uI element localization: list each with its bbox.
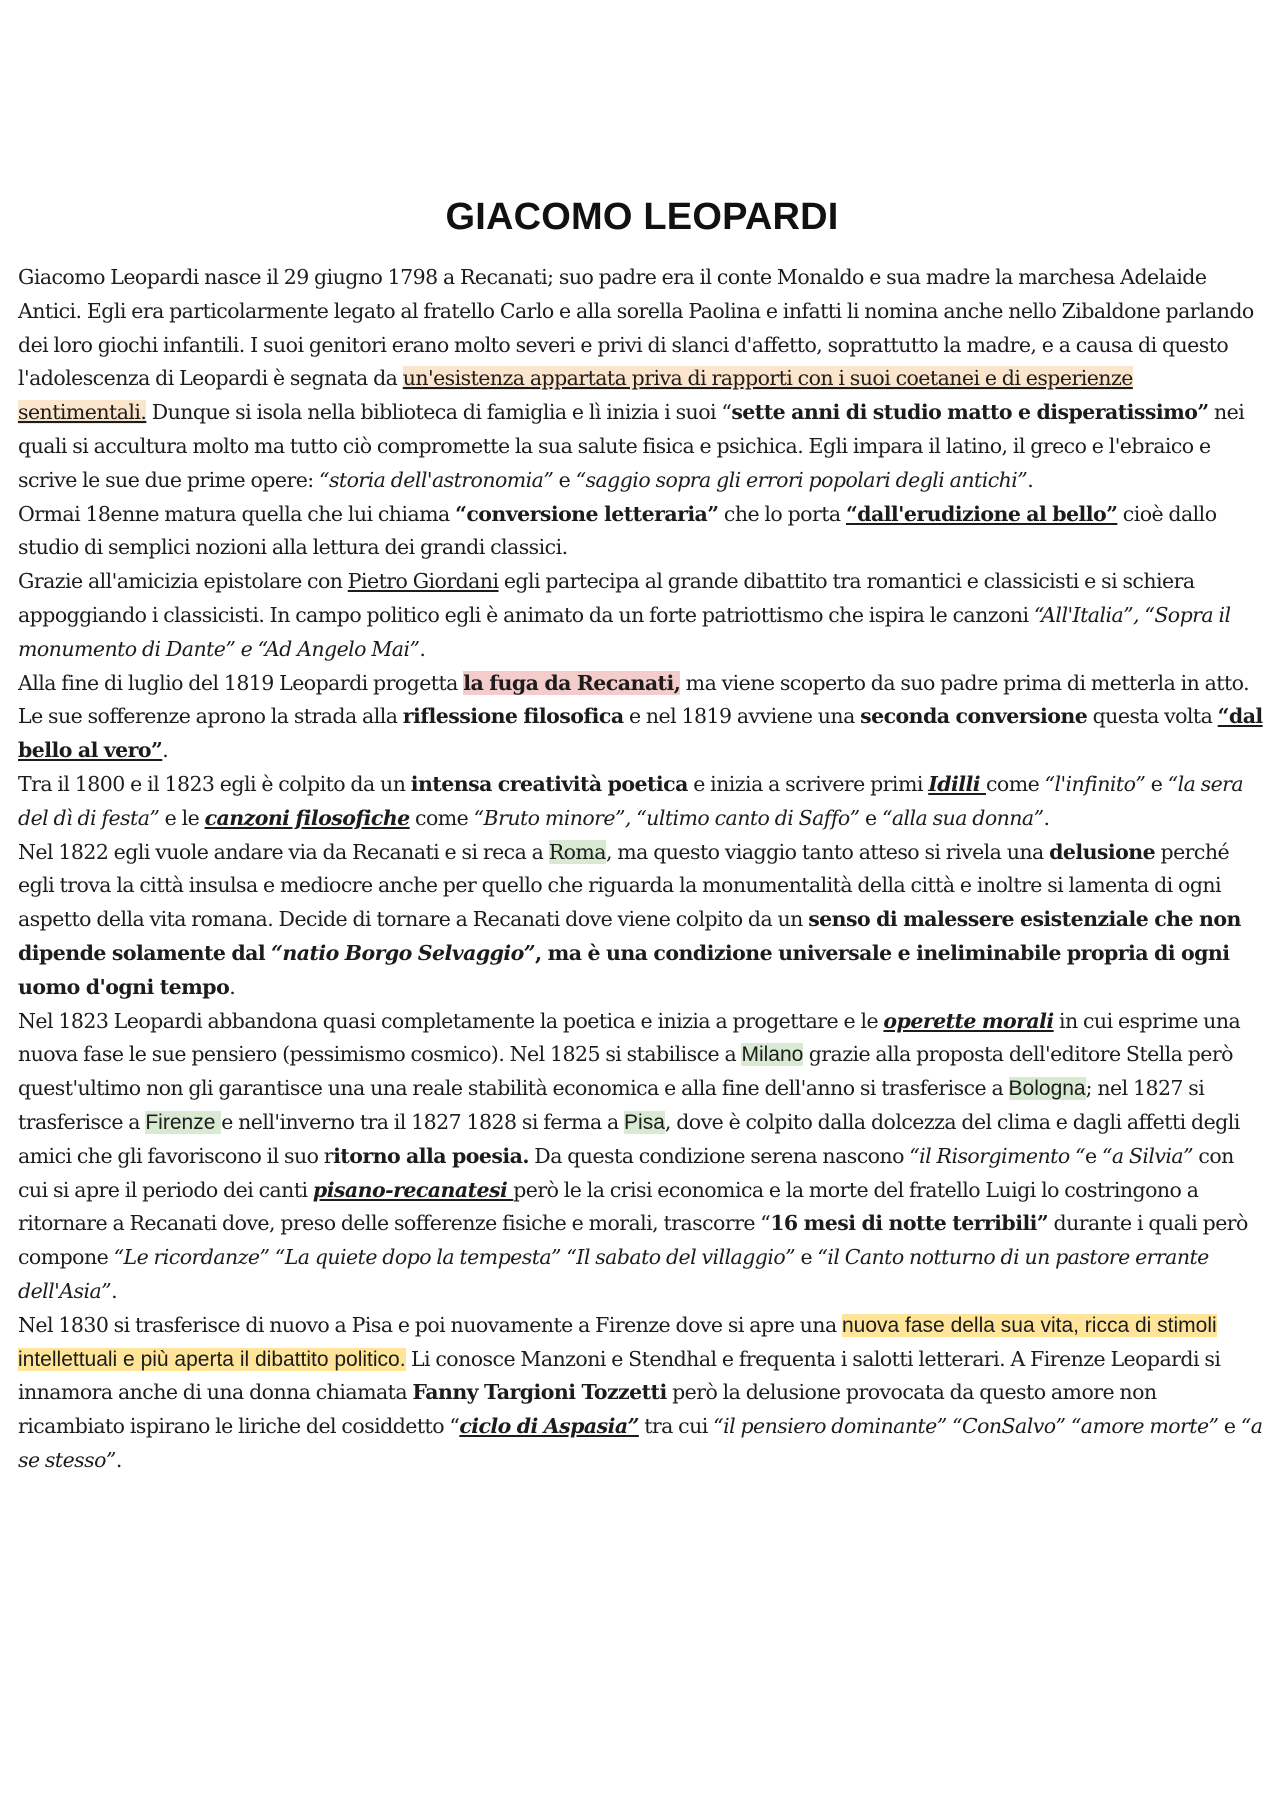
text-run: .: [1027, 467, 1034, 492]
bold-16-mesi: 16 mesi di notte terribili”: [770, 1211, 1049, 1236]
text-run: .: [162, 738, 169, 763]
text-run: e: [859, 805, 882, 830]
bold-bello-vero: “dal bello al vero”: [18, 704, 1263, 763]
text-run: Giacomo Leopardi nasce il 29 giugno 1798 a Recanati; suo padre era il conte Monaldo e sua madre la marchesa Adelaide Antici. Egli era particolarmente legato al fratello Carlo e alla sorella Paolina e infatti li nomina anche nello Zibaldone parlando dei loro giochi infantili. I suoi genitori erano molto severi e privi di slanci d'affetto, soprattutto la madre, e a causa di questo l'adolescenza di Leopardi è segnata da: [18, 265, 1254, 391]
text-run: e: [553, 467, 576, 492]
title-silvia: “a Silvia”: [1101, 1143, 1194, 1168]
highlight-bologna: Bologna: [1008, 1077, 1086, 1101]
bold-fanny: Fanny Targioni Tozzetti: [412, 1380, 667, 1405]
paragraph-travels: [18, 1005, 1266, 1309]
italic-canzoni-filosofiche: canzoni filosofiche: [204, 805, 410, 830]
paragraph-rome: [18, 836, 1266, 1005]
paragraph-escape: [18, 667, 1266, 701]
italic-natio-borgo: “natio Borgo Selvaggio”: [271, 940, 536, 965]
text-run: in cui esprime una nuova fase le sue pensiero (pessimismo cosmico). Nel 1825 si stabilisce a: [18, 1008, 1241, 1067]
paragraph-early-life: [18, 261, 1266, 498]
title-infinito: “l'infinito”: [1044, 771, 1146, 796]
text-run: però le la crisi economica e la morte del fratello Luigi lo costringono a ritornare a Recanati dove, preso delle sofferenze fisiche e morali, trascorre “: [18, 1177, 1199, 1236]
text-run: che lo porta: [718, 501, 846, 526]
text-run: tra cui: [638, 1414, 714, 1439]
paragraph-giordani: [18, 565, 1266, 666]
bold-pisano-recanatesi: [313, 1178, 513, 1202]
text-run: grazie alla proposta dell'editore Stella però quest'ultimo non gli garantisce una una reale stabilità economica e alla fine dell'anno si trasferisce a: [18, 1042, 1233, 1101]
underlined-pietro-giordani: Pietro Giordani: [347, 569, 499, 594]
bold-natio-borgo: [271, 941, 535, 965]
text-run: Nel 1823 Leopardi abbandona quasi completamente la poetica e inizia a progettare e le: [18, 1008, 884, 1033]
text-run: nei quali si accultura molto ma tutto ciò compromette la sua salute fisica e psichica. Egli impara il latino, il greco e l'ebraico e scrive le sue due prime opere:: [18, 400, 1245, 492]
text-run: , dove è colpito dalla dolcezza del clima e dagli affetti degli amici che gli favoriscono il suo r: [18, 1109, 1240, 1168]
text-run: Da questa condizione serena nascono: [528, 1143, 910, 1168]
bold-conversione-letteraria: “conversione letteraria”: [455, 501, 719, 526]
bold-ciclo-aspasia: [459, 1414, 639, 1438]
italic-ciclo-aspasia: ciclo di Aspasia”: [459, 1414, 639, 1439]
document-body: [18, 261, 1266, 1478]
text-run: egli partecipa al grande dibattito tra romantici e classicisti e si schiera appoggiando i classicisti. In campo politico egli è animato da un forte patriottismo che ispira le canzoni: [18, 569, 1195, 627]
bold-ritorno-poesia: itorno alla poesia.: [333, 1143, 529, 1168]
text-run: come: [985, 771, 1045, 796]
text-run: Tra il 1800 e il 1823 egli è colpito da un: [18, 771, 411, 796]
text-run: questa volta: [1087, 704, 1218, 729]
title-saggio: “saggio sopra gli errori popolari degli antichi”: [575, 467, 1028, 492]
text-run: .: [111, 1278, 118, 1303]
italic-canzoni-titles: “All'Italia”, “Sopra il monumento di Dante” e “Ad Angelo Mai”: [18, 602, 1231, 661]
title-alla-sua-donna: “alla sua donna”: [881, 805, 1044, 830]
paragraph-literary-conversion: [18, 498, 1266, 566]
document-title: GIACOMO LEOPARDI: [445, 196, 839, 238]
text-run: e: [795, 1245, 818, 1270]
title-risorgimento: “il Risorgimento “: [909, 1143, 1085, 1168]
paragraph-philosophy: [18, 700, 1266, 768]
text-run: ma viene scoperto da suo padre prima di metterla in atto.: [680, 670, 1250, 695]
italic-pisano-recanatesi: pisano-recanatesi: [312, 1177, 514, 1202]
text-run: con cui si apre il periodo dei canti: [18, 1143, 1234, 1202]
paragraph-final-years: [18, 1309, 1266, 1478]
bold-seconda-conversione: seconda conversione: [860, 704, 1088, 729]
text-run: e inizia a scrivere primi: [687, 771, 929, 796]
bold-riflessione: riflessione filosofica: [402, 704, 624, 729]
highlight-milano: Milano: [741, 1043, 804, 1067]
text-run: Nel 1830 si trasferisce di nuovo a Pisa e poi nuovamente a Firenze dove si apre una: [18, 1312, 842, 1337]
text-run: ; nel 1827 si trasferisce a: [18, 1076, 1205, 1134]
text-run: .: [115, 1447, 122, 1472]
text-run: cioè dallo studio di semplici nozioni alla lettura dei grandi classici.: [18, 501, 1217, 560]
text-run: Dunque si isola nella biblioteca di famiglia e lì inizia i suoi “: [146, 400, 732, 425]
bold-condizione-universale: , ma è una condizione universale e ineliminabile propria di ogni uomo d'ogni tempo: [18, 940, 1230, 999]
text-run: e le: [159, 805, 205, 830]
text-run: Alla fine di luglio del 1819 Leopardi progetta: [18, 670, 464, 695]
bold-delusione: delusione: [1049, 839, 1156, 864]
text-run: Grazie all'amicizia epistolare con: [18, 569, 348, 594]
title-canto-notturno: “il Canto notturno di un pastore errante dell'Asia”: [18, 1245, 1209, 1303]
bold-study-years: sette anni di studio matto e disperatissimo”: [731, 400, 1209, 425]
text-run: però la delusione provocata da questo amore non ricambiato ispirano le liriche del cosiddetto “: [18, 1380, 1157, 1439]
bold-malessere: senso di malessere esistenziale che non dipende solamente dal: [18, 907, 1241, 965]
text-run: durante i quali però compone: [18, 1211, 1248, 1270]
text-run: Ormai 18enne matura quella che lui chiama: [18, 501, 456, 526]
document-page: [18, 196, 1266, 1478]
title-a-se-stesso: “a se stesso”: [18, 1414, 1263, 1472]
bold-idilli: [928, 772, 986, 796]
text-run: .: [419, 636, 426, 661]
highlight-fuga: la fuga da Recanati,: [463, 670, 681, 695]
text-run: e: [1218, 1414, 1241, 1439]
bold-erudizione-bello: “dall'erudizione al bello”: [845, 501, 1118, 526]
title-astronomy: “storia dell'astronomia”: [319, 467, 554, 492]
text-run: , ma questo viaggio tanto atteso si rivela una: [605, 839, 1050, 864]
title-bruto-saffo: “Bruto minore”, “ultimo canto di Saffo”: [473, 805, 860, 830]
title-sera: “la sera del dì di festa”: [18, 771, 1244, 830]
text-run: e nel 1819 avviene una: [623, 704, 861, 729]
text-run: .: [1043, 805, 1050, 830]
paragraph-idilli: [18, 768, 1266, 836]
text-run: e nell'inverno tra il 1827 1828 si ferma a: [221, 1109, 625, 1134]
text-run: e: [1084, 1143, 1102, 1168]
italic-operette-morali: operette morali: [883, 1008, 1054, 1033]
bold-creativita: intensa creatività poetica: [410, 771, 688, 796]
highlight-roma: Roma: [548, 839, 606, 864]
highlight-isolation: un'esistenza appartata priva di rapporti con i suoi coetanei e di esperienze sentimentali.: [18, 366, 1133, 425]
bold-operette-morali: [883, 1009, 1053, 1033]
title-pensiero-dominante: “il pensiero dominante” “ConSalvo” “amore morte”: [713, 1414, 1219, 1439]
highlight-pisa: Pisa: [624, 1110, 665, 1134]
highlight-nuova-fase: nuova fase della sua vita, ricca di stimoli intellettuali e più aperta il dibattito politico.: [18, 1313, 1217, 1371]
text-run: e: [1145, 771, 1168, 796]
text-run: perché egli trova la città insulsa e mediocre anche per quello che riguarda la monumentalità della città e inoltre si lamenta di ogni aspetto della vita romana. Decide di tornare a Recanati dove viene colpito da un: [18, 839, 1230, 932]
italic-idilli: Idilli: [928, 771, 986, 796]
text-run: Nel 1822 egli vuole andare via da Recanati e si reca a: [18, 839, 549, 864]
bold-canzoni-filosofiche: [205, 806, 410, 830]
highlight-firenze: Firenze: [145, 1110, 222, 1134]
text-run: Li conosce Manzoni e Stendhal e frequenta i salotti letterari. A Firenze Leopardi si innamora anche di una donna chiamata: [18, 1346, 1221, 1405]
text-run: Le sue sofferenze aprono la strada alla: [18, 704, 403, 729]
text-run: come: [409, 805, 474, 830]
text-run: .: [229, 974, 236, 999]
title-ricordanze: “Le ricordanze” “La quiete dopo la tempesta” “Il sabato del villaggio”: [113, 1245, 796, 1270]
